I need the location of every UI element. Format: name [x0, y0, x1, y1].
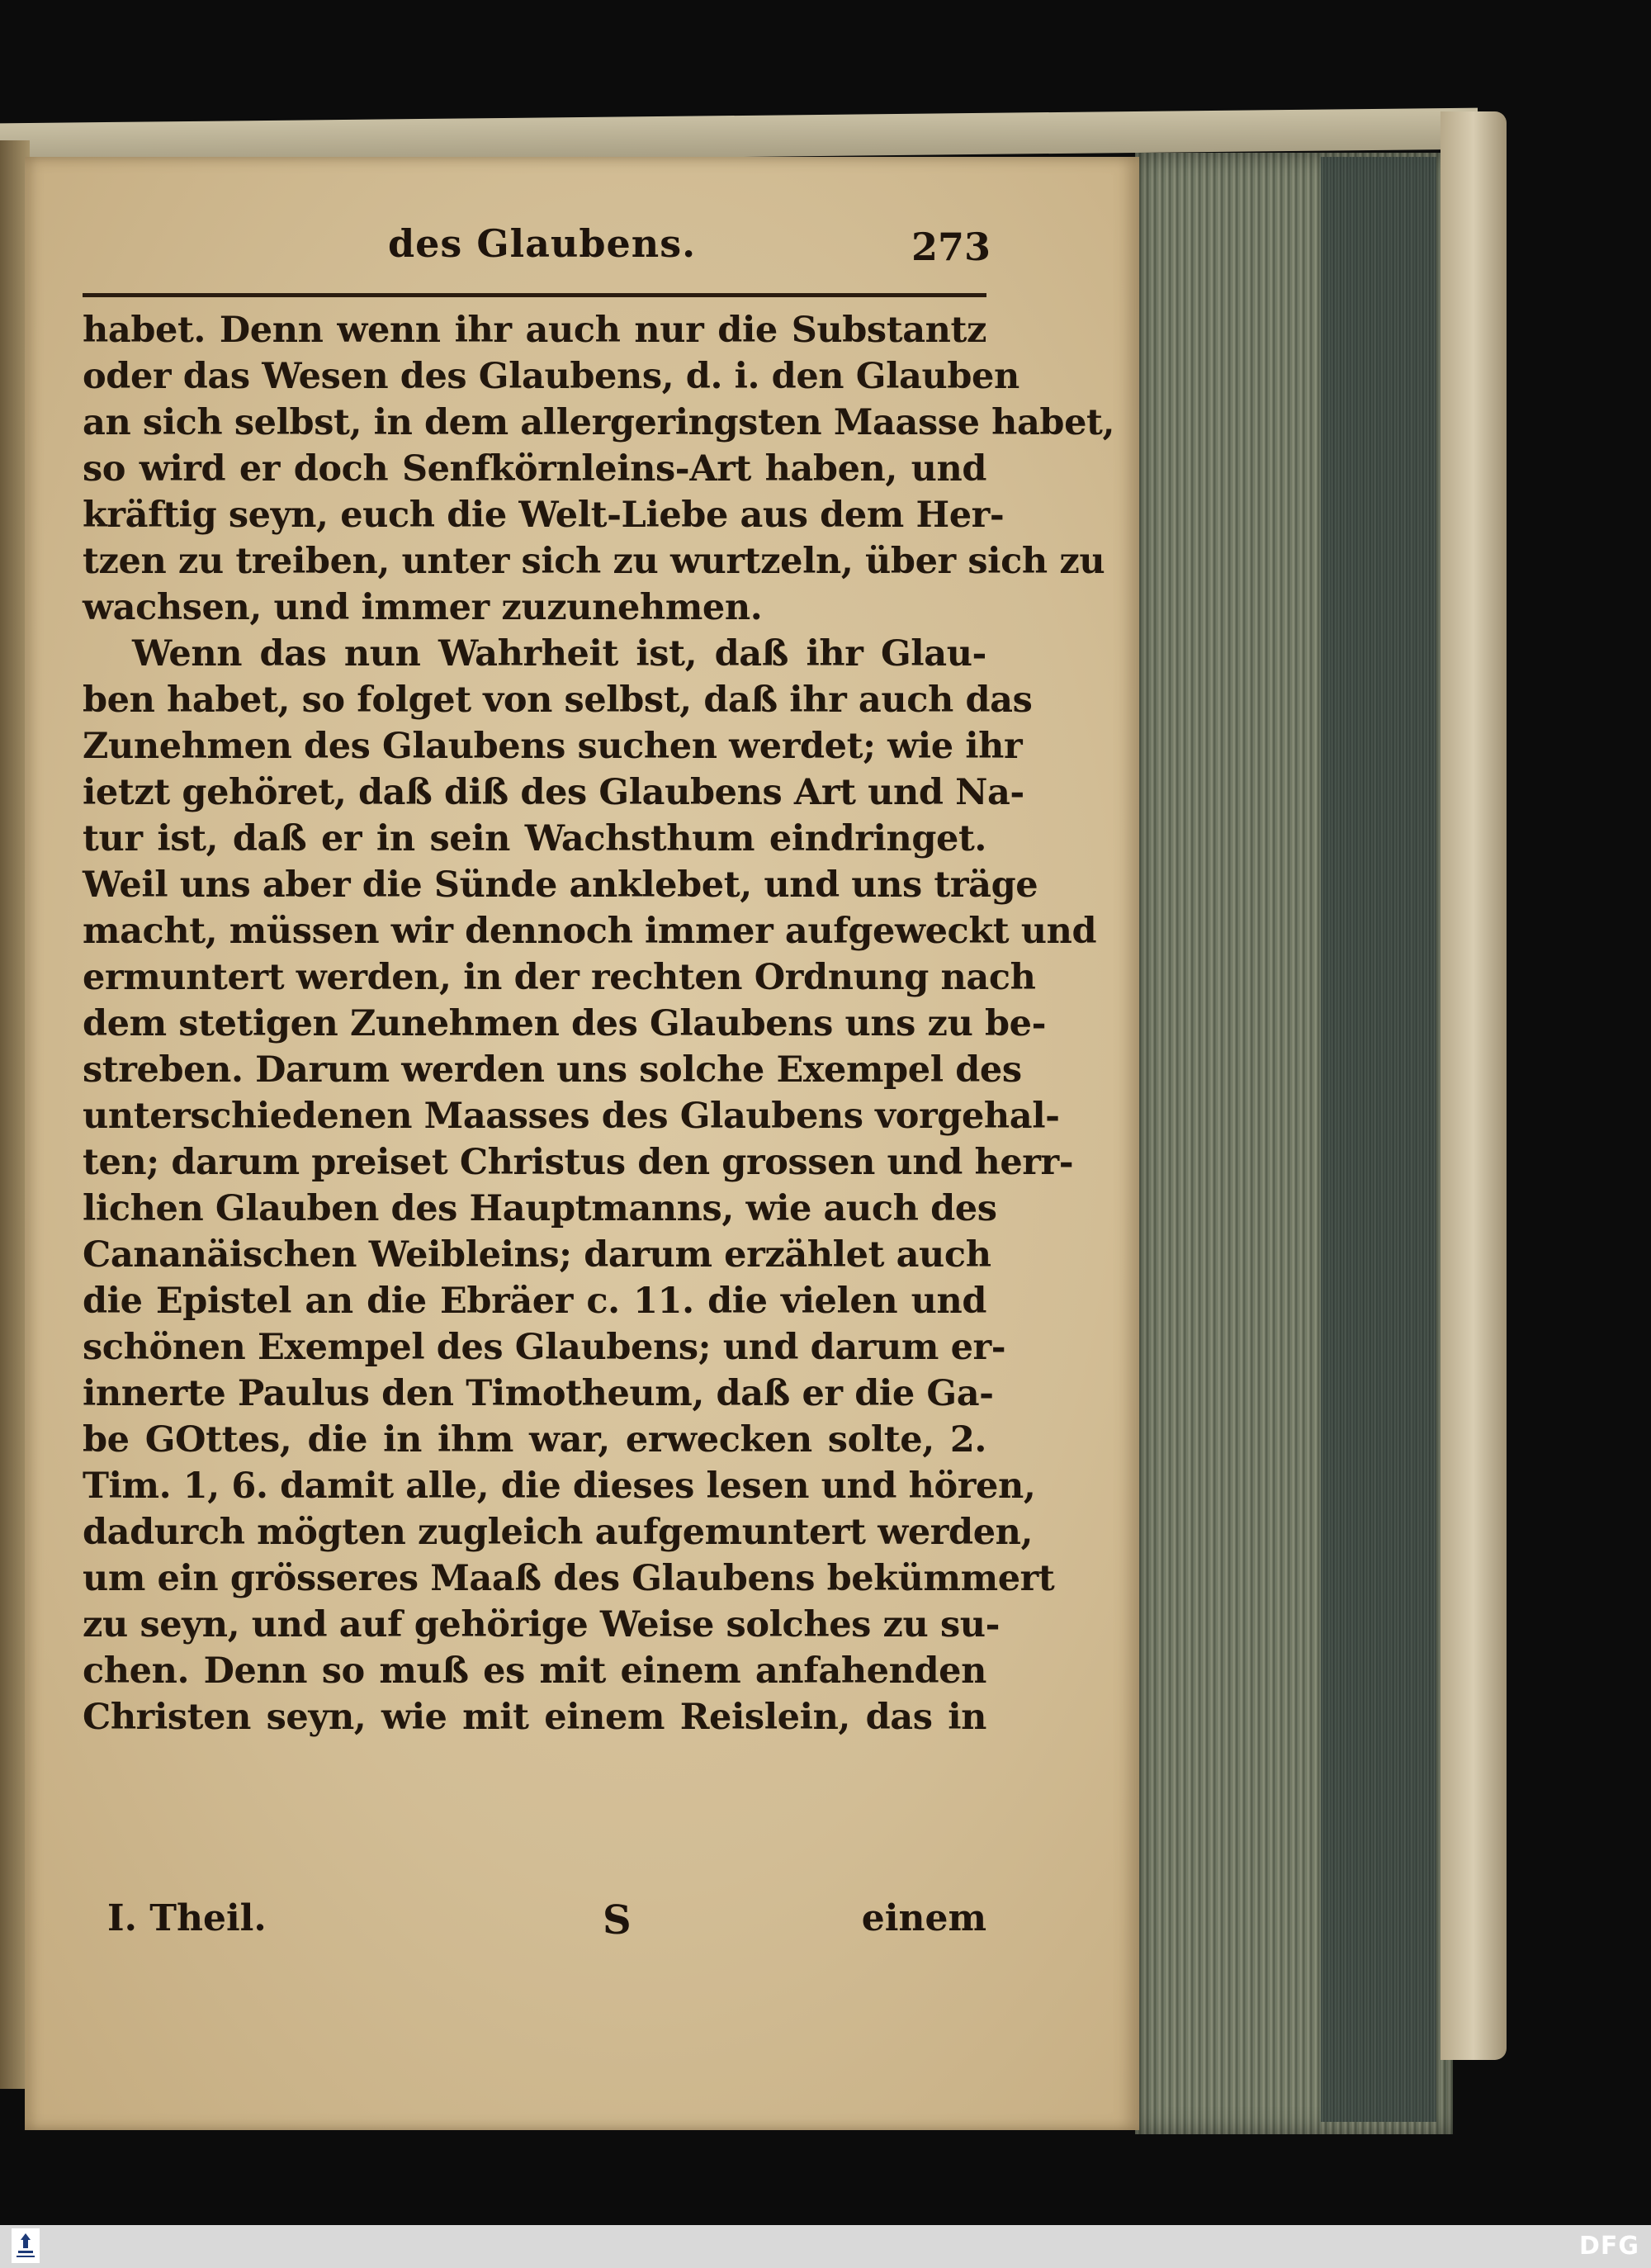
- text-line: Cananäischen Weibleins; darum erzählet auch: [83, 1234, 991, 1276]
- text-line: dadurch mögten zugleich aufgemuntert werden,: [83, 1512, 1034, 1553]
- body-text: [83, 307, 1115, 1740]
- page-number: 273: [911, 225, 991, 269]
- text-line: schönen Exempel des Glaubens; und darum er-: [83, 1327, 1006, 1368]
- library-seal-icon[interactable]: [12, 2228, 40, 2263]
- text-line: macht, müssen wir dennoch immer aufgeweckt und: [83, 911, 1097, 952]
- page-block-shadow: [1321, 157, 1436, 2122]
- text-line: lichen Glauben des Hauptmanns, wie auch des: [83, 1188, 997, 1229]
- signature-mark: I. Theil.: [107, 1897, 267, 1939]
- header-rule: [83, 293, 986, 297]
- text-line: Wenn das nun Wahrheit ist, daß ihr Glau-: [132, 633, 986, 675]
- text-line: tzen zu treiben, unter sich zu wurtzeln, über sich zu: [83, 541, 1105, 582]
- text-line: wachsen, und immer zuzunehmen.: [83, 587, 763, 628]
- quire-mark: S: [603, 1897, 632, 1944]
- text-line: die Epistel an die Ebräer c. 11. die vielen und: [83, 1281, 986, 1322]
- dfg-logo[interactable]: DFG: [1578, 2232, 1639, 2261]
- text-line: Zunehmen des Glaubens suchen werdet; wie ihr: [83, 726, 1023, 767]
- text-line: Weil uns aber die Sünde anklebet, und uns träge: [83, 864, 1038, 906]
- book-cover-right-edge: [1440, 111, 1507, 2060]
- text-line: innerte Paulus den Timotheum, daß er die Ga-: [83, 1373, 994, 1414]
- text-line: streben. Darum werden uns solche Exempel des: [83, 1049, 1022, 1091]
- text-line: ietzt gehöret, daß diß des Glaubens Art und Na-: [83, 772, 1024, 813]
- text-line: zu seyn, und auf gehörige Weise solches zu su-: [83, 1604, 1001, 1645]
- text-line: um ein grösseres Maaß des Glaubens bekümmert: [83, 1558, 1055, 1599]
- text-line: Christen seyn, wie mit einem Reislein, das in: [83, 1697, 986, 1738]
- text-line: so wird er doch Senfkörnleins-Art haben, und: [83, 448, 986, 490]
- text-line: kräftig seyn, euch die Welt-Liebe aus dem Her-: [83, 495, 1005, 536]
- text-line: Tim. 1, 6. damit alle, die dieses lesen und hören,: [83, 1465, 1036, 1507]
- catchword: einem: [861, 1897, 986, 1939]
- page-footer: [83, 1897, 986, 1947]
- text-line: be GOttes, die in ihm war, erwecken solte, 2.: [83, 1419, 986, 1461]
- text-line: ten; darum preiset Christus den grossen und herr-: [83, 1142, 1074, 1183]
- running-title: des Glaubens.: [388, 221, 697, 266]
- text-line: ermuntert werden, in der rechten Ordnung nach: [83, 957, 1036, 998]
- text-line: an sich selbst, in dem allergeringsten Maasse habet,: [83, 402, 1115, 443]
- text-line: ben habet, so folget von selbst, daß ihr auch das: [83, 679, 1033, 721]
- text-line: tur ist, daß er in sein Wachsthum eindringet.: [83, 818, 986, 859]
- text-line: unterschiedenen Maasses des Glaubens vorgehal-: [83, 1096, 1060, 1137]
- text-line: chen. Denn so muß es mit einem anfahenden: [83, 1650, 986, 1692]
- text-line: habet. Denn wenn ihr auch nur die Substantz: [83, 310, 986, 351]
- page-header: [83, 221, 991, 279]
- viewer-footer-bar: [0, 2225, 1651, 2268]
- text-line: oder das Wesen des Glaubens, d. i. den Glauben: [83, 356, 1019, 397]
- text-line: dem stetigen Zunehmen des Glaubens uns zu be-: [83, 1003, 1047, 1044]
